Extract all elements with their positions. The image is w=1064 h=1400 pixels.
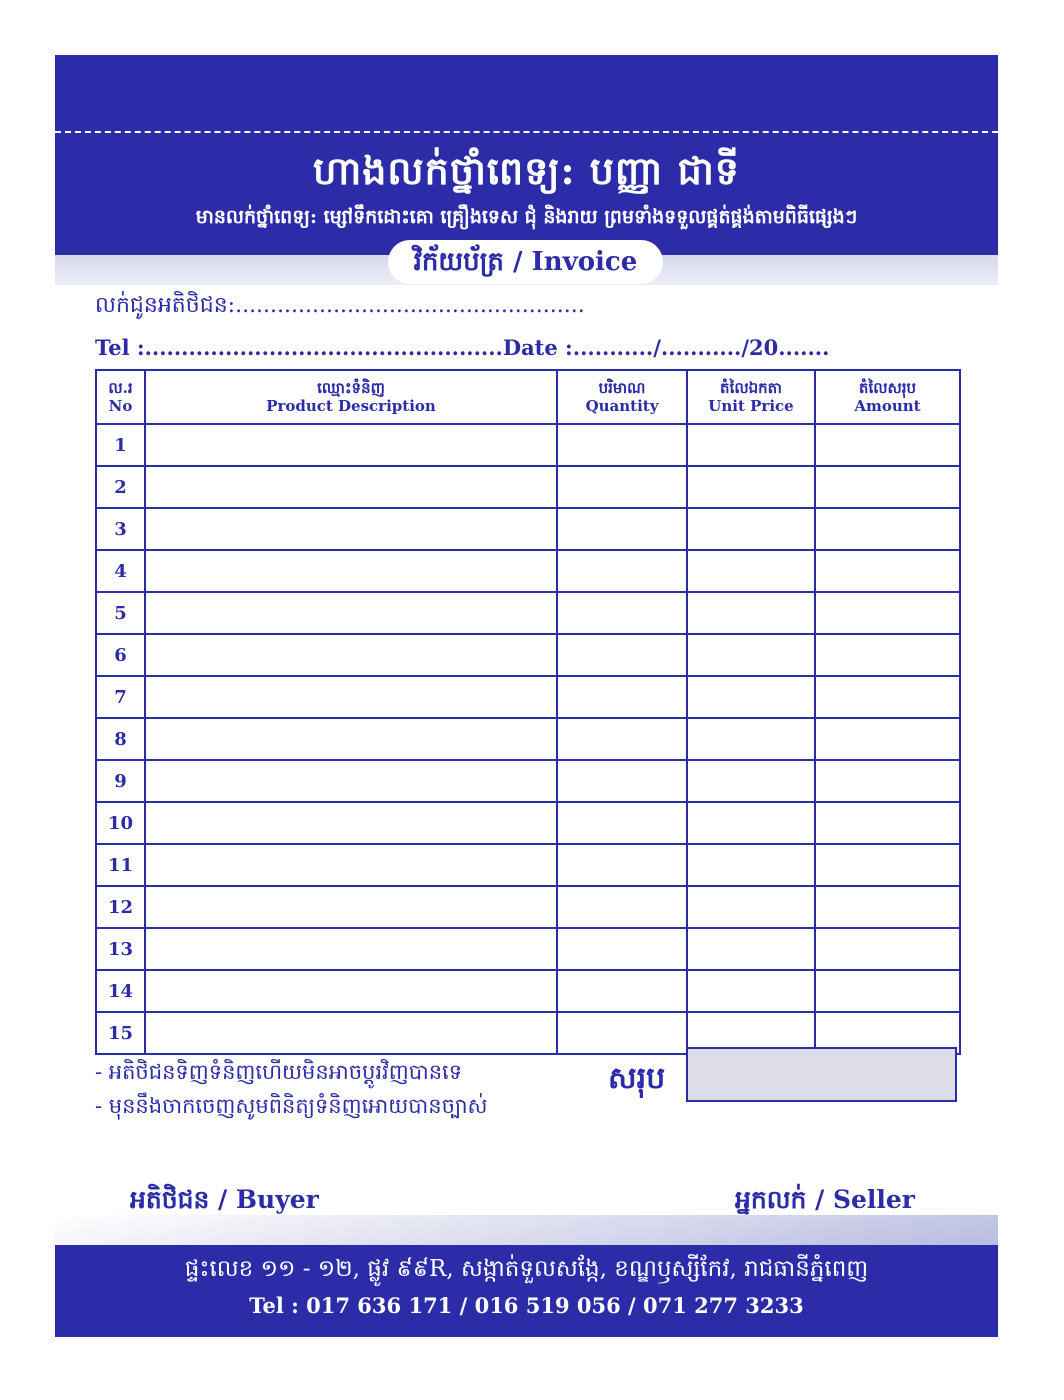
row-number: 12 <box>96 886 145 928</box>
description-cell[interactable] <box>145 634 557 676</box>
row-number: 5 <box>96 592 145 634</box>
row-number: 9 <box>96 760 145 802</box>
description-cell[interactable] <box>145 928 557 970</box>
row-number: 15 <box>96 1012 145 1054</box>
shop-name: ហាងលក់ថ្នាំពេទ្យ: បញ្ញា ជាទី <box>313 148 740 193</box>
amount-cell[interactable] <box>815 760 960 802</box>
amount-cell[interactable] <box>815 844 960 886</box>
amount-cell[interactable] <box>815 550 960 592</box>
unit-price-cell[interactable] <box>687 424 815 466</box>
amount-cell[interactable] <box>815 424 960 466</box>
table-row <box>96 508 960 550</box>
table-row <box>96 592 960 634</box>
footer-swoosh <box>55 1215 998 1245</box>
table-row <box>96 844 960 886</box>
col-header-no <box>96 370 145 424</box>
amount-cell[interactable] <box>815 466 960 508</box>
unit-price-cell[interactable] <box>687 466 815 508</box>
description-cell[interactable] <box>145 1012 557 1054</box>
table-row <box>96 928 960 970</box>
description-cell[interactable] <box>145 844 557 886</box>
unit-price-cell[interactable] <box>687 634 815 676</box>
unit-price-cell[interactable] <box>687 844 815 886</box>
table-row <box>96 718 960 760</box>
shop-subtitle: មានលក់ថ្នាំពេទ្យ: ម្សៅទឹកដោះគោ គ្រឿងទេស ជុំ និងរាយ ព្រមទាំងទទួលផ្គត់ផ្គង់តាមពិធីផ្សេងៗ <box>195 206 858 228</box>
quantity-cell[interactable] <box>557 466 687 508</box>
col-header-en: Product Description <box>266 397 436 415</box>
table-header-row <box>96 370 960 424</box>
unit-price-cell[interactable] <box>687 550 815 592</box>
col-header-en: Quantity <box>585 397 659 415</box>
quantity-cell[interactable] <box>557 634 687 676</box>
sold-to-line: លក់ជូនអតិថិជន:.................................................. <box>95 293 585 318</box>
col-header-kh: តំលៃឯកតា <box>720 379 782 397</box>
col-header-quantity <box>557 370 687 424</box>
quantity-cell[interactable] <box>557 928 687 970</box>
col-header-kh: តំលៃសរុប <box>858 379 917 397</box>
unit-price-cell[interactable] <box>687 802 815 844</box>
table-row <box>96 634 960 676</box>
description-cell[interactable] <box>145 508 557 550</box>
description-cell[interactable] <box>145 466 557 508</box>
amount-cell[interactable] <box>815 886 960 928</box>
quantity-cell[interactable] <box>557 760 687 802</box>
col-header-en: No <box>108 397 133 415</box>
amount-cell[interactable] <box>815 718 960 760</box>
notes-block <box>95 1055 488 1123</box>
row-number: 13 <box>96 928 145 970</box>
col-header-unit-price <box>687 370 815 424</box>
col-header-en: Amount <box>854 397 921 415</box>
unit-price-cell[interactable] <box>687 718 815 760</box>
shop-address: ផ្ទះលេខ ១១ - ១២, ផ្លូវ ៩៩R, សង្កាត់ទួលសង្កែ, ខណ្ឌឫស្សីកែវ, រាជធានីភ្នំពេញ <box>184 1256 869 1282</box>
tel-date-line: Tel :.................................................Date :.........../.........../20....... <box>95 335 830 360</box>
seller-signature-label: អ្នកលក់ / Seller <box>735 1185 915 1214</box>
amount-cell[interactable] <box>815 592 960 634</box>
unit-price-cell[interactable] <box>687 928 815 970</box>
total-amount-box[interactable] <box>686 1047 957 1102</box>
row-number: 11 <box>96 844 145 886</box>
description-cell[interactable] <box>145 676 557 718</box>
unit-price-cell[interactable] <box>687 592 815 634</box>
description-cell[interactable] <box>145 760 557 802</box>
tear-line <box>55 131 998 133</box>
amount-cell[interactable] <box>815 634 960 676</box>
shop-phone: Tel : 017 636 171 / 016 519 056 / 071 277 3233 <box>249 1293 804 1318</box>
col-header-amount <box>815 370 960 424</box>
col-header-kh: ល.រ <box>108 379 133 397</box>
buyer-signature-label: អតិថិជន / Buyer <box>130 1185 319 1214</box>
table-row <box>96 424 960 466</box>
quantity-cell[interactable] <box>557 592 687 634</box>
quantity-cell[interactable] <box>557 844 687 886</box>
col-header-kh: បរិមាណ <box>598 379 646 397</box>
table-row <box>96 550 960 592</box>
description-cell[interactable] <box>145 886 557 928</box>
quantity-cell[interactable] <box>557 970 687 1012</box>
table-row <box>96 466 960 508</box>
row-number: 6 <box>96 634 145 676</box>
table-row <box>96 760 960 802</box>
row-number: 10 <box>96 802 145 844</box>
amount-cell[interactable] <box>815 676 960 718</box>
table-row <box>96 970 960 1012</box>
amount-cell[interactable] <box>815 970 960 1012</box>
unit-price-cell[interactable] <box>687 508 815 550</box>
description-cell[interactable] <box>145 970 557 1012</box>
col-header-en: Unit Price <box>708 397 794 415</box>
table-row <box>96 802 960 844</box>
amount-cell[interactable] <box>815 508 960 550</box>
row-number: 14 <box>96 970 145 1012</box>
footer-band <box>55 1245 998 1337</box>
invoice-sheet <box>55 55 998 1337</box>
table-row <box>96 676 960 718</box>
description-cell[interactable] <box>145 802 557 844</box>
quantity-cell[interactable] <box>557 424 687 466</box>
col-header-description <box>145 370 557 424</box>
table-row <box>96 886 960 928</box>
invoice-title-badge: វិក័យប័ត្រ / Invoice <box>388 240 663 284</box>
row-number: 8 <box>96 718 145 760</box>
row-number: 1 <box>96 424 145 466</box>
unit-price-cell[interactable] <box>687 886 815 928</box>
quantity-cell[interactable] <box>557 1012 687 1054</box>
description-cell[interactable] <box>145 424 557 466</box>
description-cell[interactable] <box>145 592 557 634</box>
unit-price-cell[interactable] <box>687 970 815 1012</box>
col-header-kh: ឈ្មោះទំនិញ <box>317 379 385 397</box>
total-label: សរុប <box>608 1061 666 1096</box>
note-check-goods: - មុននឹងចាកចេញសូមពិនិត្យទំនិញអោយបានច្បាស់ <box>95 1094 488 1118</box>
quantity-cell[interactable] <box>557 718 687 760</box>
unit-price-cell[interactable] <box>687 760 815 802</box>
row-number: 3 <box>96 508 145 550</box>
row-number: 7 <box>96 676 145 718</box>
unit-price-cell[interactable] <box>687 676 815 718</box>
quantity-cell[interactable] <box>557 802 687 844</box>
quantity-cell[interactable] <box>557 508 687 550</box>
note-no-return: - អតិថិជនទិញទំនិញហើយមិនអាចប្តូរវិញបានទេ <box>95 1060 463 1084</box>
amount-cell[interactable] <box>815 928 960 970</box>
description-cell[interactable] <box>145 550 557 592</box>
quantity-cell[interactable] <box>557 886 687 928</box>
quantity-cell[interactable] <box>557 676 687 718</box>
description-cell[interactable] <box>145 718 557 760</box>
items-table <box>95 369 961 1055</box>
amount-cell[interactable] <box>815 802 960 844</box>
row-number: 2 <box>96 466 145 508</box>
quantity-cell[interactable] <box>557 550 687 592</box>
header-band <box>55 55 998 255</box>
row-number: 4 <box>96 550 145 592</box>
